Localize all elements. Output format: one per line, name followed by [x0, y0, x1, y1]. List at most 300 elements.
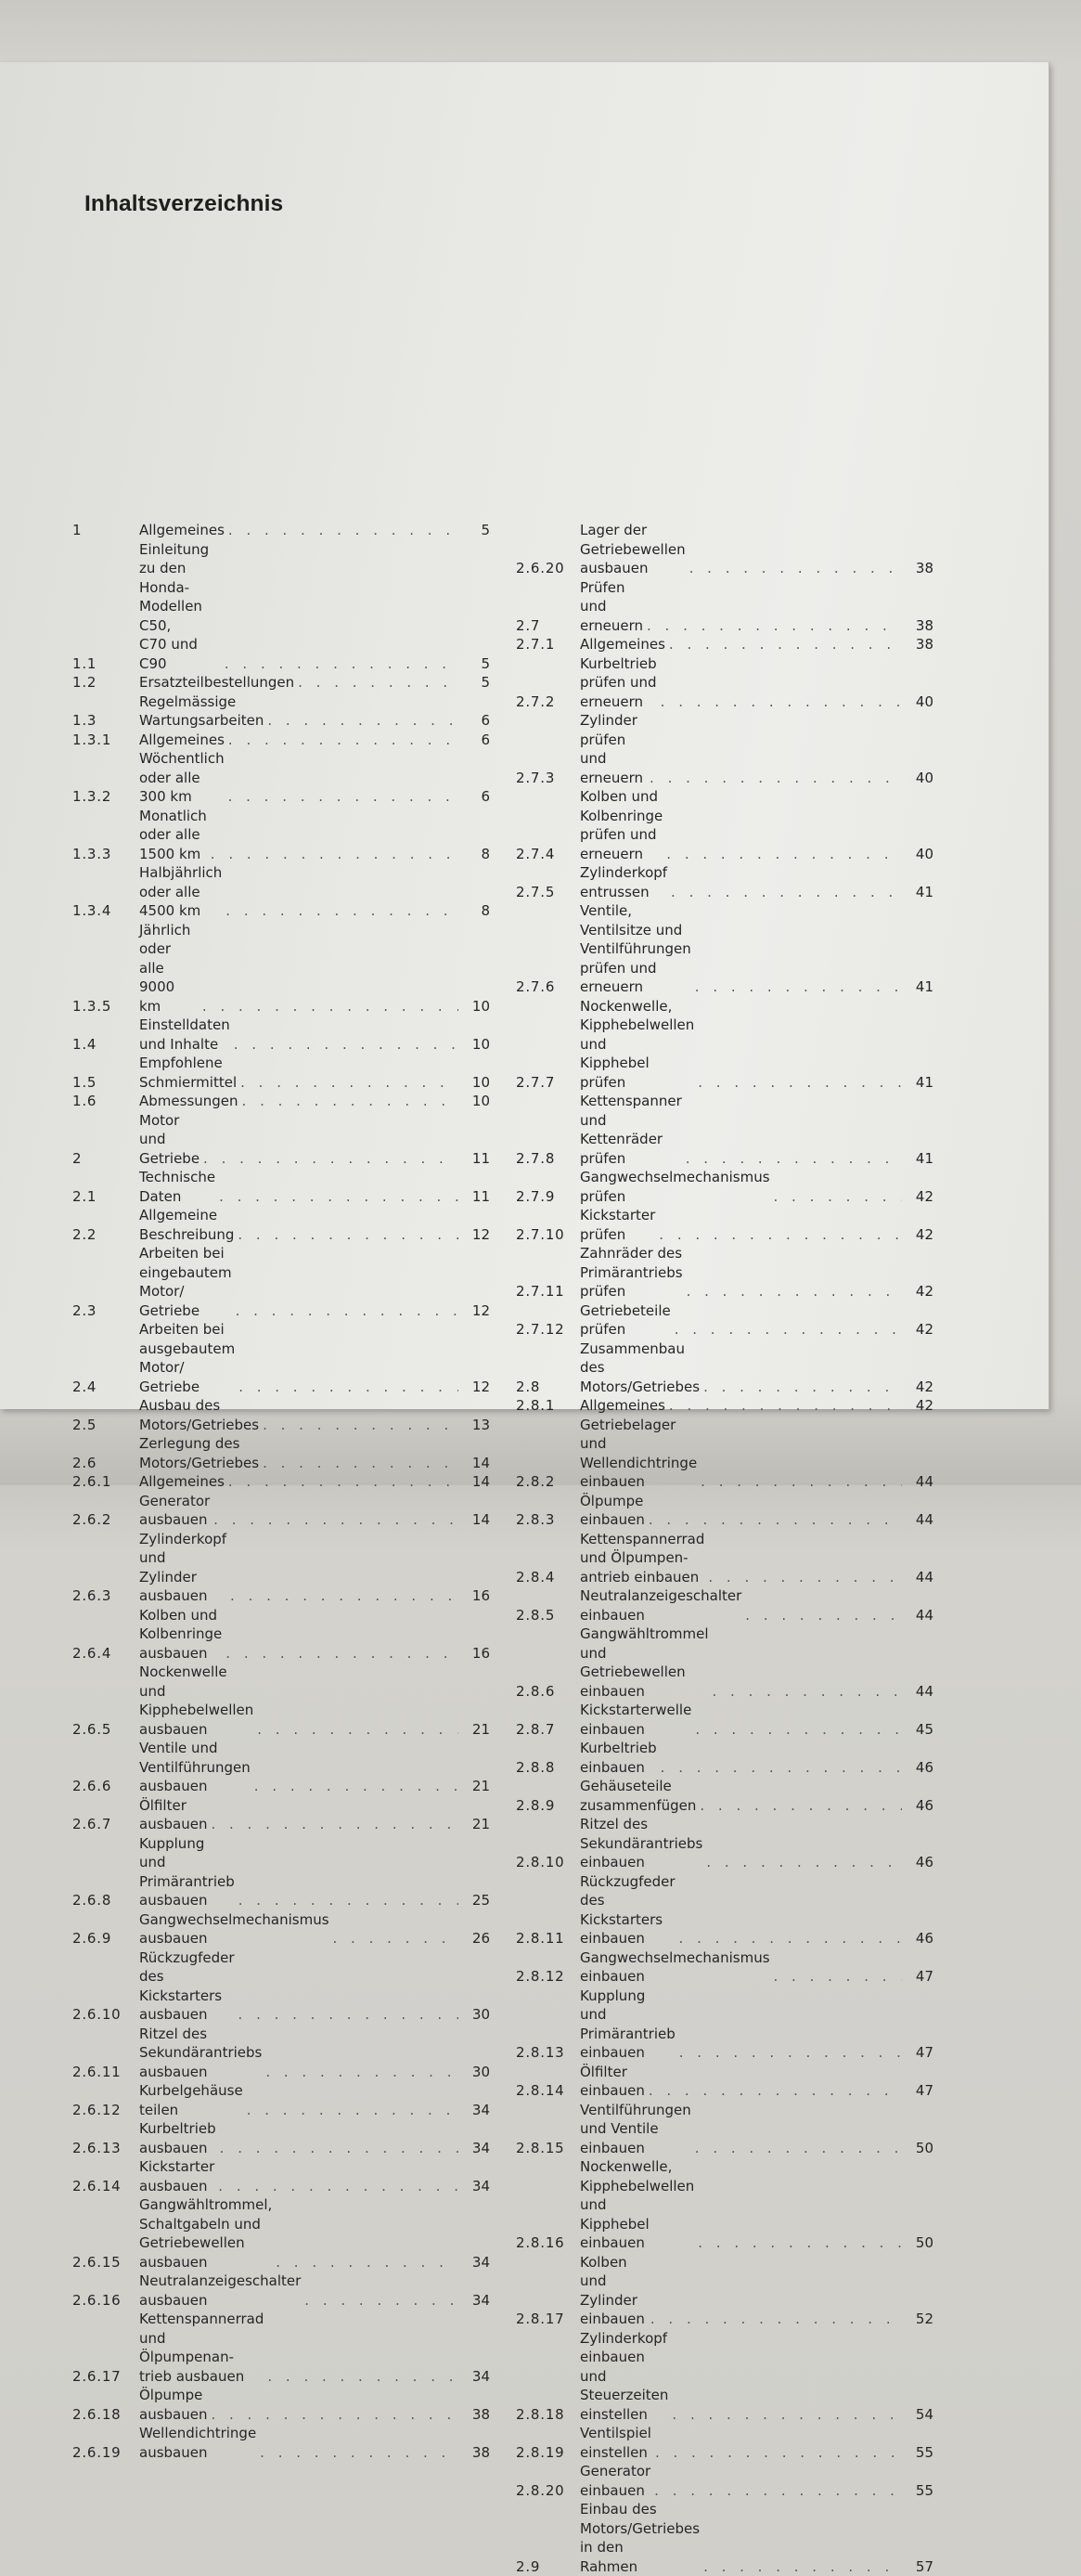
toc-entry	[516, 2063, 933, 2101]
toc-entry-number: 2.5	[72, 1416, 139, 1435]
toc-right-column	[516, 521, 933, 2576]
toc-entry-number: 2.6.19	[72, 2443, 139, 2463]
toc-entry-page: 55	[902, 2481, 933, 2501]
dot-leader	[709, 1682, 903, 1702]
toc-entry-page: 26	[458, 1929, 490, 1948]
dot-leader	[234, 1225, 458, 1245]
toc-entry-number: 2.6.16	[72, 2291, 139, 2311]
dot-leader	[645, 1510, 902, 1530]
toc-entry-title: Kupplung und Primärantrieb ausbauen	[139, 1834, 235, 1910]
dot-leader	[207, 1815, 458, 1834]
toc-entry-number: 2.6.18	[72, 2405, 139, 2425]
toc-entry-number: 2.6.2	[72, 1510, 139, 1530]
toc-entry	[72, 1663, 490, 1739]
toc-entry	[516, 2253, 933, 2329]
dot-leader	[704, 1568, 902, 1587]
toc-entry-page: 25	[458, 1891, 490, 1910]
dot-leader	[741, 1606, 902, 1625]
toc-entry-number: 2.7.9	[516, 1187, 580, 1207]
dot-leader	[696, 1796, 902, 1816]
dot-leader	[259, 1454, 458, 1473]
toc-entry-title: Prüfen und erneuern	[580, 578, 643, 636]
toc-entry-page: 47	[902, 2081, 933, 2101]
toc-entry-title: Kettenspanner und Kettenräder prüfen	[580, 1092, 682, 1168]
toc-entry	[516, 635, 933, 654]
toc-entry-title: Neutralanzeigeschalter ausbauen	[139, 2272, 301, 2310]
toc-entry-number: 2.6.10	[72, 2005, 139, 2025]
toc-entry-number: 1.4	[72, 1035, 139, 1055]
toc-entry-page: 12	[458, 1378, 490, 1397]
dot-leader	[210, 1510, 458, 1530]
toc-entry-title: Generator ausbauen	[139, 1492, 210, 1530]
toc-entry-title: Gangwähltrommel und Getriebewellen einbauen	[580, 1625, 709, 1701]
toc-entry-page: 12	[458, 1301, 490, 1321]
toc-entry	[72, 1168, 490, 1206]
dot-leader	[650, 2481, 902, 2501]
dot-leader	[264, 711, 458, 731]
toc-entry-title: Lager der Getriebewellen ausbauen	[580, 521, 686, 578]
toc-entry-number: 2.7.4	[516, 845, 580, 864]
toc-entry-page: 11	[458, 1187, 490, 1207]
toc-entry-page: 34	[458, 2253, 490, 2272]
toc-entry-number: 2.6.6	[72, 1777, 139, 1796]
toc-entry-title: Zylinderkopf entrussen	[580, 863, 667, 901]
toc-entry-page: 44	[902, 1568, 933, 1587]
toc-entry-number: 2.7.2	[516, 693, 580, 712]
toc-entry	[72, 1092, 490, 1111]
toc-entry-title: Gehäuseteile zusammenfügen	[580, 1777, 696, 1815]
toc-entry-title: Ventile, Ventilsitze und Ventilführungen prüfen und erneuern	[580, 901, 691, 997]
dot-leader	[235, 2005, 458, 2025]
toc-entry-page: 42	[902, 1396, 933, 1416]
toc-entry-number: 1.1	[72, 654, 139, 674]
toc-entry-page: 11	[458, 1149, 490, 1169]
page-title: Inhaltsverzeichnis	[84, 191, 283, 217]
toc-entry	[516, 654, 933, 712]
toc-entry-number: 2.7.5	[516, 883, 580, 902]
toc-entry-page: 5	[458, 521, 490, 540]
toc-entry	[72, 1396, 490, 1434]
toc-entry-page: 30	[458, 2063, 490, 2082]
toc-entry-page: 40	[902, 693, 933, 712]
toc-entry	[516, 1625, 933, 1701]
toc-entry-title: Wöchentlich oder alle 300 km	[139, 749, 225, 807]
toc-entry-page: 10	[458, 1073, 490, 1093]
toc-entry-number: 2.8.6	[516, 1682, 580, 1702]
toc-entry-number: 2.1	[72, 1187, 139, 1207]
dot-leader	[264, 2367, 458, 2387]
toc-entry	[516, 2500, 933, 2576]
toc-entry-title: Kurbeltrieb einbauen	[580, 1739, 657, 1777]
toc-entry	[516, 1987, 933, 2063]
toc-entry-title: Allgemeine Beschreibung	[139, 1206, 234, 1244]
toc-entry-number: 2.8.1	[516, 1396, 580, 1416]
toc-entry-number: 2.6.8	[72, 1891, 139, 1910]
toc-entry-page: 47	[902, 2043, 933, 2063]
toc-entry-page: 44	[902, 1682, 933, 1702]
dot-leader	[235, 1378, 458, 1397]
dot-leader	[702, 1853, 902, 1872]
toc-entry-title: Einstelldaten und Inhalte	[139, 1016, 230, 1054]
dot-leader	[676, 2043, 902, 2063]
toc-entry-title: Ventile und Ventilführungen ausbauen	[139, 1739, 251, 1796]
toc-entry-title: Allgemeines	[139, 521, 225, 540]
dot-leader	[691, 977, 902, 997]
toc-entry	[72, 540, 490, 674]
toc-entry-title: Ölpumpe ausbauen	[139, 2386, 207, 2424]
toc-entry-number: 2.8.15	[516, 2139, 580, 2158]
toc-entry	[516, 997, 933, 1093]
toc-entry-title: Einbau des Motors/Getriebes in den Rahmen	[580, 2500, 700, 2576]
toc-entry-number: 1	[72, 521, 139, 540]
toc-entry-page: 41	[902, 977, 933, 997]
toc-entry	[516, 1244, 933, 1301]
toc-entry	[516, 2424, 933, 2462]
dot-leader	[222, 901, 458, 921]
toc-entry	[516, 1492, 933, 1530]
dot-leader	[665, 1396, 902, 1416]
toc-entry-number: 2.8.8	[516, 1758, 580, 1778]
toc-entry	[516, 1416, 933, 1492]
toc-entry-title: Technische Daten	[139, 1168, 215, 1206]
toc-entry-page: 41	[902, 883, 933, 902]
toc-entry-title: Ersatzteilbestellungen	[139, 673, 294, 693]
toc-entry-page: 5	[458, 673, 490, 693]
toc-entry-page: 6	[458, 711, 490, 731]
toc-entry-title: Ventilführungen und Ventile einbauen	[580, 2101, 691, 2158]
toc-entry-title: Abmessungen	[139, 1092, 238, 1111]
toc-entry-number: 2.7.6	[516, 977, 580, 997]
dot-leader	[691, 2139, 902, 2158]
toc-entry	[72, 1834, 490, 1910]
toc-entry-title: Ölpumpe einbauen	[580, 1492, 645, 1530]
toc-entry-number: 2.6.17	[72, 2367, 139, 2387]
toc-entry-page: 42	[902, 1282, 933, 1301]
toc-entry-page: 8	[458, 901, 490, 921]
toc-entry-page: 8	[458, 845, 490, 864]
toc-entry	[72, 1530, 490, 1606]
toc-entry-page: 38	[458, 2443, 490, 2463]
toc-entry-number: 1.2	[72, 673, 139, 693]
toc-entry-title: Monatlich oder alle 1500 km	[139, 807, 207, 864]
toc-entry-page: 38	[902, 616, 933, 636]
dot-leader	[214, 2177, 458, 2196]
toc-entry-title: Kolben und Kolbenringe ausbauen	[139, 1606, 222, 1663]
toc-entry-number: 2.8.16	[516, 2233, 580, 2253]
toc-entry-number: 1.3	[72, 711, 139, 731]
dot-leader	[694, 2233, 902, 2253]
dot-leader	[667, 883, 902, 902]
toc-entry-page: 54	[902, 2405, 933, 2425]
toc-entry	[516, 1396, 933, 1416]
book-page	[0, 62, 1049, 1409]
toc-entry	[72, 749, 490, 807]
dot-leader	[643, 616, 902, 636]
toc-entry	[516, 1530, 933, 1587]
toc-entry	[516, 711, 933, 787]
dot-leader	[232, 1301, 458, 1321]
dot-leader	[251, 1777, 458, 1796]
toc-entry	[72, 2119, 490, 2157]
toc-entry-title: Zusammenbau des Motors/Getriebes	[580, 1340, 700, 1397]
toc-entry-page: 5	[458, 654, 490, 674]
toc-entry-title: Nockenwelle, Kipphebelwellen und Kipphebel prüfen	[580, 997, 694, 1093]
toc-entry-number: 2.7	[516, 616, 580, 636]
toc-entry	[72, 2157, 490, 2195]
dot-leader	[700, 1378, 902, 1397]
toc-entry	[516, 1701, 933, 1739]
toc-entry	[516, 2329, 933, 2425]
toc-entry-page: 38	[902, 559, 933, 578]
toc-entry-page: 40	[902, 845, 933, 864]
dot-leader	[253, 1720, 458, 1740]
toc-entry	[516, 901, 933, 997]
toc-entry-page: 57	[902, 2557, 933, 2576]
dot-leader	[294, 673, 458, 693]
toc-entry	[516, 521, 933, 578]
toc-entry-title: Nockenwelle und Kipphebelwellen ausbauen	[139, 1663, 253, 1739]
toc-entry-page: 42	[902, 1225, 933, 1245]
toc-entry-page: 50	[902, 2139, 933, 2158]
toc-entry-number: 2.8.9	[516, 1796, 580, 1816]
toc-entry-title: Gangwähltrommel, Schaltgabeln und Getriebewellen ausbauen	[139, 2195, 272, 2272]
toc-entry-page: 16	[458, 1644, 490, 1663]
toc-entry-title: Generator einbauen	[580, 2462, 650, 2500]
toc-entry-title: Zylinder prüfen und erneuern	[580, 711, 646, 787]
toc-entry	[516, 1815, 933, 1872]
toc-entry	[516, 863, 933, 901]
toc-entry-title: Kickstarter ausbauen	[139, 2157, 214, 2195]
toc-entry-title: Nockenwelle, Kipphebelwellen und Kipphebel einbauen	[580, 2157, 694, 2253]
toc-entry-page: 21	[458, 1815, 490, 1834]
toc-entry-number: 2.8.20	[516, 2481, 580, 2501]
toc-entry-number: 2	[72, 1149, 139, 1169]
toc-entry-number: 2.6.12	[72, 2101, 139, 2120]
toc-entry-page: 14	[458, 1472, 490, 1492]
toc-entry-page: 52	[902, 2310, 933, 2329]
toc-entry-page: 46	[902, 1929, 933, 1948]
toc-entry-page: 12	[458, 1225, 490, 1245]
toc-entry-page: 42	[902, 1320, 933, 1340]
toc-entry-number: 1.5	[72, 1073, 139, 1093]
dot-leader	[329, 1929, 458, 1948]
toc-entry-number: 2.8.18	[516, 2405, 580, 2425]
toc-entry	[72, 1320, 490, 1396]
toc-entry-page: 10	[458, 997, 490, 1016]
toc-entry-title: Einleitung zu den Honda-Modellen C50, C70 und C90	[139, 540, 221, 674]
toc-entry-page: 6	[458, 787, 490, 807]
toc-entry-page: 38	[458, 2405, 490, 2425]
toc-entry	[516, 578, 933, 636]
toc-entry-number: 2.7.12	[516, 1320, 580, 1340]
toc-entry-title: Rückzugfeder des Kickstarters einbauen	[580, 1872, 676, 1948]
toc-entry	[72, 1054, 490, 1092]
toc-entry	[516, 1739, 933, 1777]
toc-entry-title: Wellendichtringe ausbauen	[139, 2424, 256, 2462]
toc-entry-page: 46	[902, 1758, 933, 1778]
toc-entry-title: Jährlich oder alle 9000 km	[139, 921, 199, 1016]
toc-entry-page: 34	[458, 2291, 490, 2311]
dot-leader	[697, 1472, 902, 1492]
toc-entry-number: 2.6.5	[72, 1720, 139, 1740]
toc-entry-page: 44	[902, 1472, 933, 1492]
dot-leader	[237, 1073, 458, 1093]
toc-entry-title: Regelmässige Wartungsarbeiten	[139, 693, 264, 731]
toc-entry-page: 45	[902, 1720, 933, 1740]
toc-entry-page: 21	[458, 1777, 490, 1796]
toc-entry-number: 2.8.14	[516, 2081, 580, 2101]
toc-entry-title: Kolben und Kolbenringe prüfen und erneuern	[580, 787, 663, 863]
toc-entry-title: Ölfilter einbauen	[580, 2063, 645, 2101]
dot-leader	[225, 1472, 458, 1492]
toc-entry-title: Zerlegung des Motors/Getriebes	[139, 1434, 259, 1472]
toc-entry-number: 1.3.4	[72, 901, 139, 921]
toc-entry-page: 44	[902, 1510, 933, 1530]
toc-entry-title: Kurbeltrieb prüfen und erneuern	[580, 654, 657, 712]
toc-entry-page: 46	[902, 1853, 933, 1872]
toc-entry-number: 2.6.1	[72, 1472, 139, 1492]
toc-entry-page: 42	[902, 1378, 933, 1397]
toc-entry	[72, 693, 490, 731]
toc-entry-title: Kurbeltrieb ausbauen	[139, 2119, 216, 2157]
toc-entry	[516, 1206, 933, 1244]
toc-entry-page: 41	[902, 1149, 933, 1169]
toc-entry-title: Rückzugfeder des Kickstarters ausbauen	[139, 1948, 235, 2025]
dot-leader	[225, 787, 458, 807]
toc-entry-number: 2.7.7	[516, 1073, 580, 1093]
toc-entry-title: Kickstarter prüfen	[580, 1206, 655, 1244]
toc-entry	[72, 1472, 490, 1492]
dot-leader	[207, 2405, 458, 2425]
dot-leader	[199, 1149, 458, 1169]
toc-entry-number: 2.7.8	[516, 1149, 580, 1169]
toc-entry-title: Zylinderkopf und Zylinder ausbauen	[139, 1530, 226, 1606]
dot-leader	[238, 1092, 458, 1111]
toc-entry-title: Gangwechselmechanismus prüfen	[580, 1168, 770, 1206]
toc-entry-page: 16	[458, 1586, 490, 1606]
toc-entry-title: Kolben und Zylinder einbauen	[580, 2253, 647, 2329]
dot-leader	[657, 693, 902, 712]
toc-entry	[516, 2157, 933, 2253]
toc-entry	[516, 1340, 933, 1397]
dot-leader	[225, 521, 458, 540]
toc-entry-page: 30	[458, 2005, 490, 2025]
toc-entry	[72, 921, 490, 1016]
toc-entry	[72, 731, 490, 750]
toc-entry-title: Allgemeines	[139, 731, 225, 750]
toc-entry-number: 2.2	[72, 1225, 139, 1245]
dot-leader	[262, 2063, 458, 2082]
toc-left-column	[72, 521, 490, 2462]
dot-leader	[230, 1035, 458, 1055]
toc-entry-page: 14	[458, 1454, 490, 1473]
toc-entry	[516, 1301, 933, 1340]
toc-entry	[72, 2272, 490, 2310]
toc-entry-title: Gangwechselmechanismus einbauen	[580, 1948, 770, 1987]
toc-entry	[72, 1948, 490, 2025]
toc-entry-page: 6	[458, 731, 490, 750]
toc-entry-page: 41	[902, 1073, 933, 1093]
toc-entry	[72, 1796, 490, 1834]
toc-entry-number: 1.6	[72, 1092, 139, 1111]
toc-entry	[516, 1168, 933, 1206]
toc-entry-number: 2.8.17	[516, 2310, 580, 2329]
toc-entry-title: Halbjährlich oder alle 4500 km	[139, 863, 222, 921]
toc-entry-number: 2.7.10	[516, 1225, 580, 1245]
toc-entry-number: 2.6.20	[516, 559, 580, 578]
dot-leader	[222, 1644, 458, 1663]
dot-leader	[301, 2291, 458, 2311]
dot-leader	[671, 1320, 902, 1340]
toc-entry-title: Kickstarterwelle einbauen	[580, 1701, 691, 1739]
toc-entry	[516, 2462, 933, 2500]
dot-leader	[770, 1187, 902, 1207]
toc-entry-page: 55	[902, 2443, 933, 2463]
dot-leader	[770, 1967, 902, 1987]
dot-leader	[645, 2081, 902, 2101]
toc-entry-number: 2.8.5	[516, 1606, 580, 1625]
toc-entry-number: 2.6.15	[72, 2253, 139, 2272]
toc-entry-page: 10	[458, 1035, 490, 1055]
toc-entry-page: 46	[902, 1796, 933, 1816]
toc-entry-page: 34	[458, 2177, 490, 2196]
dot-leader	[691, 1720, 902, 1740]
toc-entry	[516, 787, 933, 863]
toc-entry-title: Ölfilter ausbauen	[139, 1796, 207, 1834]
toc-entry	[516, 2101, 933, 2158]
dot-leader	[215, 1187, 458, 1207]
toc-entry-title: Motor und Getriebe	[139, 1111, 199, 1169]
toc-entry-number: 2.7.11	[516, 1282, 580, 1301]
toc-entry-number: 2.6	[72, 1454, 139, 1473]
toc-entry-title: Ritzel des Sekundärantriebs ausbauen	[139, 2025, 262, 2082]
toc-entry-page: 40	[902, 769, 933, 788]
toc-entry	[72, 1434, 490, 1472]
dot-leader	[199, 997, 458, 1016]
toc-entry	[72, 1492, 490, 1530]
toc-entry	[72, 807, 490, 864]
dot-leader	[225, 731, 458, 750]
toc-entry	[72, 673, 490, 693]
dot-leader	[694, 1073, 902, 1093]
toc-entry-number: 2.8.11	[516, 1929, 580, 1948]
toc-entry	[516, 1948, 933, 1987]
toc-entry	[72, 2424, 490, 2462]
toc-entry-number: 2.7.1	[516, 635, 580, 654]
toc-entry-number: 2.8.2	[516, 1472, 580, 1492]
toc-entry-page: 21	[458, 1720, 490, 1740]
toc-entry-title: Neutralanzeigeschalter einbauen	[580, 1586, 741, 1625]
toc-entry	[516, 1777, 933, 1815]
toc-entry-title: Arbeiten bei ausgebautem Motor/ Getriebe	[139, 1320, 235, 1396]
toc-entry-number: 2.6.4	[72, 1644, 139, 1663]
toc-entry-number: 2.8.3	[516, 1510, 580, 1530]
toc-entry-title: Ausbau des Motors/Getriebes	[139, 1396, 259, 1434]
dot-leader	[682, 1149, 902, 1169]
toc-entry-number: 2.9	[516, 2557, 580, 2576]
dot-leader	[216, 2139, 458, 2158]
dot-leader	[256, 2443, 458, 2463]
toc-entry-page: 34	[458, 2139, 490, 2158]
toc-entry-number: 2.8	[516, 1378, 580, 1397]
dot-leader	[226, 1586, 458, 1606]
toc-entry	[516, 1092, 933, 1168]
dot-leader	[657, 1758, 902, 1778]
toc-entry-title: Kurbelgehäuse teilen	[139, 2081, 243, 2119]
toc-entry-number: 2.8.4	[516, 1568, 580, 1587]
toc-entry-number: 2.4	[72, 1378, 139, 1397]
toc-entry	[72, 1244, 490, 1320]
